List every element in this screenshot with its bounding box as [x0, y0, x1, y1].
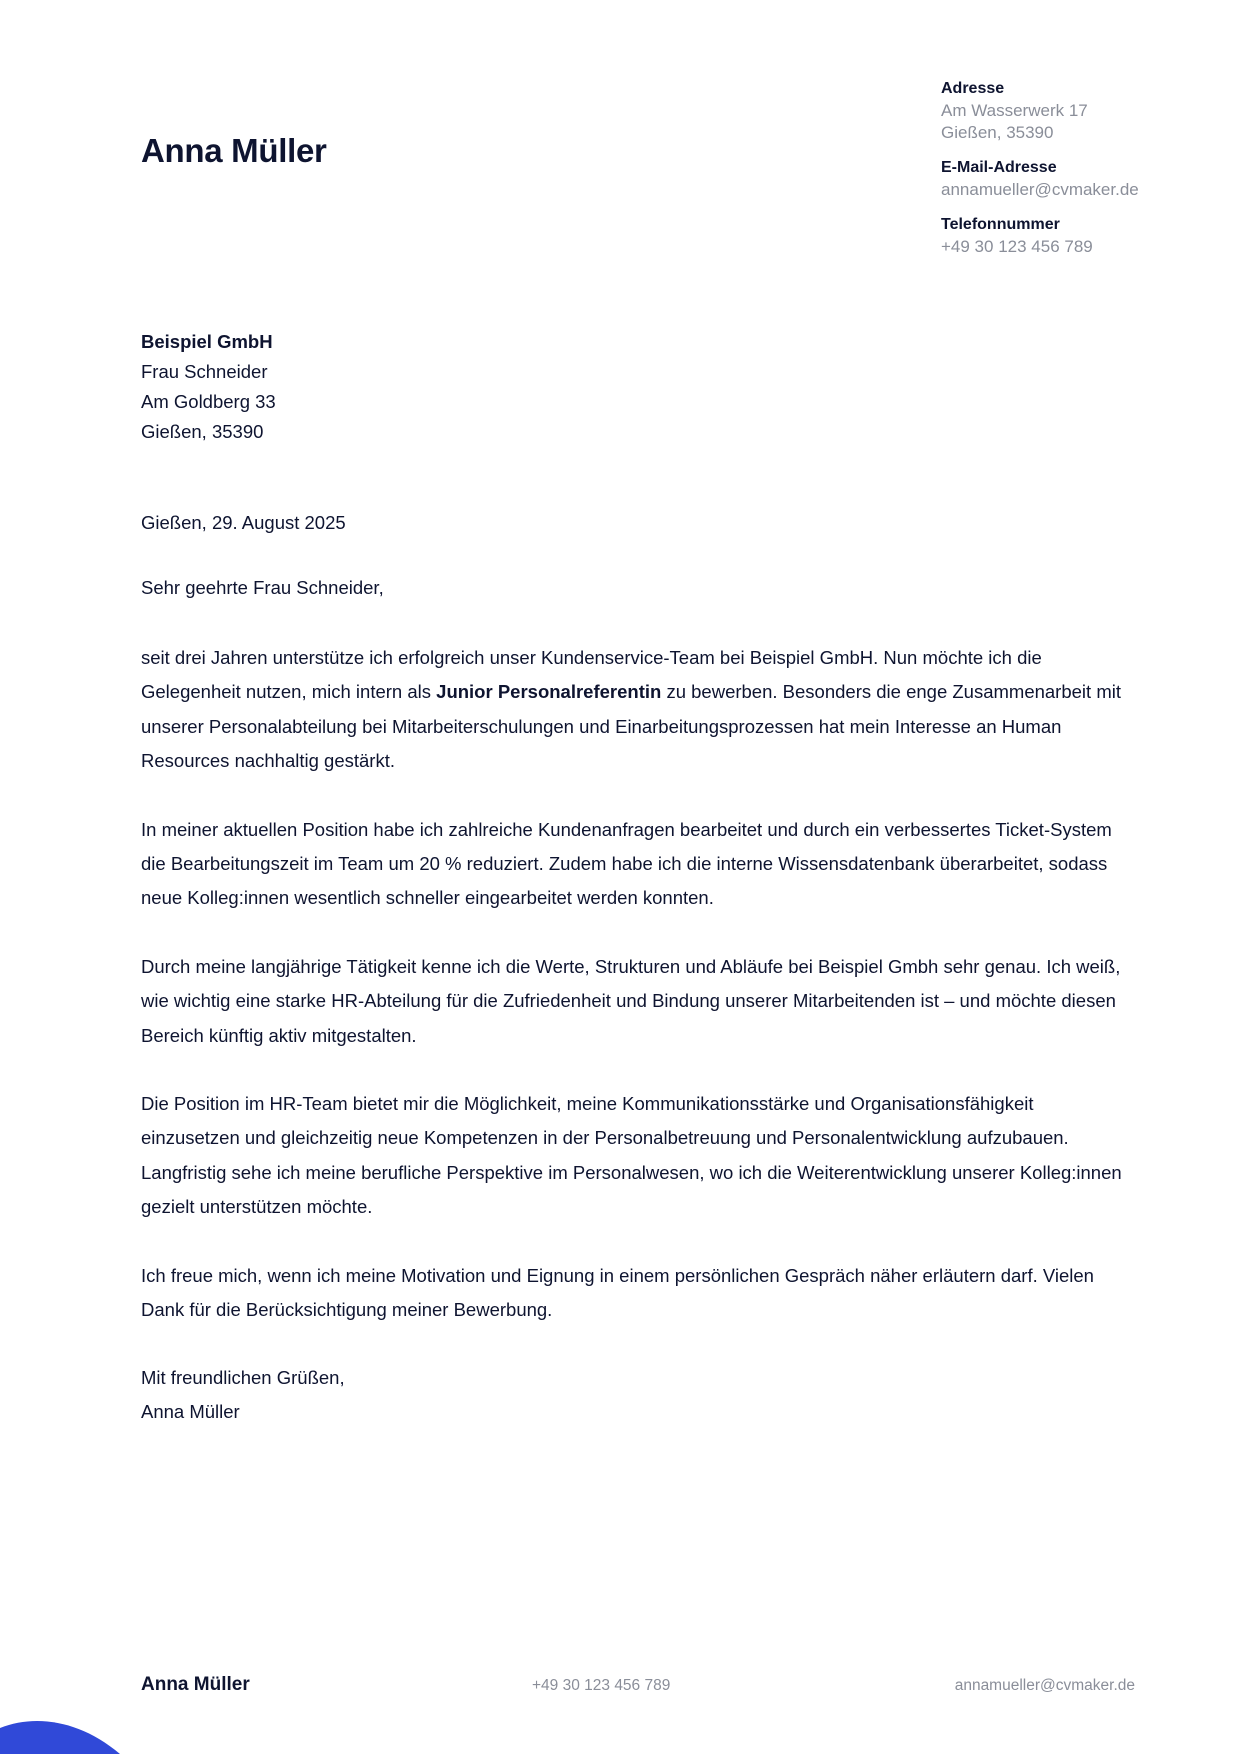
footer-phone: +49 30 123 456 789	[532, 1677, 671, 1694]
recipient-block	[141, 327, 276, 447]
email-group	[941, 157, 1231, 201]
paragraph-4: Die Position im HR-Team bietet mir die Möglichkeit, meine Kommunikationsstärke und Organisationsfähigkeit einzusetzen und gleichzeitig neue Kompetenzen in der Personalbetreuung und Personalentwicklung aufzubauen. Langfristig sehe ich meine berufliche Perspektive im Personalwesen, wo ich die Weiterentwicklung unserer Kolleg:innen gezielt unterstützen möchte.	[141, 1093, 1122, 1218]
closing-block	[141, 1361, 345, 1430]
phone-value: +49 30 123 456 789	[941, 237, 1093, 256]
letter-body	[141, 641, 1136, 1362]
paragraph-1	[141, 641, 1136, 779]
letter-date: Gießen, 29. August 2025	[141, 512, 346, 533]
paragraph-3: Durch meine langjährige Tätigkeit kenne ich die Werte, Strukturen und Abläufe bei Beispiel Gmbh sehr genau. Ich weiß, wie wichtig eine starke HR-Abteilung für die Zufriedenheit und Bindung unserer Mitarbeitenden ist – und möchte diesen Bereich künftig aktiv mitgestalten.	[141, 955, 1121, 1046]
email-label: E-Mail-Adresse	[941, 159, 1057, 176]
address-group	[941, 78, 1231, 144]
paragraph-2: In meiner aktuellen Position habe ich zahlreiche Kundenanfragen bearbeitet und durch ein verbessertes Ticket-System die Bearbeitungszeit im Team um 20 % reduziert. Zudem habe ich die interne Wissensdatenbank überarbeitet, sodass neue Kolleg:innen wesentlich schneller eingearbeitet werden konnten.	[141, 818, 1112, 909]
corner-decoration-icon	[0, 1700, 130, 1754]
footer-name: Anna Müller	[141, 1674, 250, 1695]
phone-group	[941, 214, 1231, 258]
footer-email: annamueller@cvmaker.de	[954, 1677, 1135, 1694]
job-title-highlight: Junior Personalreferentin	[436, 681, 662, 703]
recipient-city: Gießen, 35390	[141, 421, 264, 442]
recipient-person: Frau Schneider	[141, 361, 268, 382]
page-title: Anna Müller	[141, 132, 327, 169]
signature-name: Anna Müller	[141, 1401, 240, 1423]
address-line-2: Gießen, 35390	[941, 123, 1054, 142]
closing-phrase: Mit freundlichen Grüßen,	[141, 1367, 345, 1388]
phone-label: Telefonnummer	[941, 216, 1060, 233]
email-value: annamueller@cvmaker.de	[941, 180, 1139, 199]
address-line-1: Am Wasserwerk 17	[941, 101, 1088, 120]
paragraph-5: Ich freue mich, wenn ich meine Motivation und Eignung in einem persönlichen Gespräch näher erläutern darf. Vielen Dank für die Berücksichtigung meiner Bewerbung.	[141, 1264, 1094, 1321]
contact-block	[941, 78, 1231, 271]
letter-salutation: Sehr geehrte Frau Schneider,	[141, 577, 384, 598]
corner-wave-shape	[0, 1721, 120, 1754]
recipient-company: Beispiel GmbH	[141, 331, 273, 352]
paragraph-1-end: zu bewerben. Besonders die enge Zusammenarbeit mit unserer Personalabteilung bei Mitarbeiterschulungen und Einarbeitungsprozessen hat mein Interesse an Human Resources nachhaltig gestärkt.	[141, 681, 1121, 772]
paragraph-1-start: seit drei Jahren unterstütze ich erfolgreich unser Kundenservice-Team bei Beispiel GmbH. Nun möchte ich die Gelegenheit nutzen, mich intern als	[141, 647, 1042, 703]
recipient-street: Am Goldberg 33	[141, 391, 276, 412]
address-label: Adresse	[941, 80, 1005, 97]
